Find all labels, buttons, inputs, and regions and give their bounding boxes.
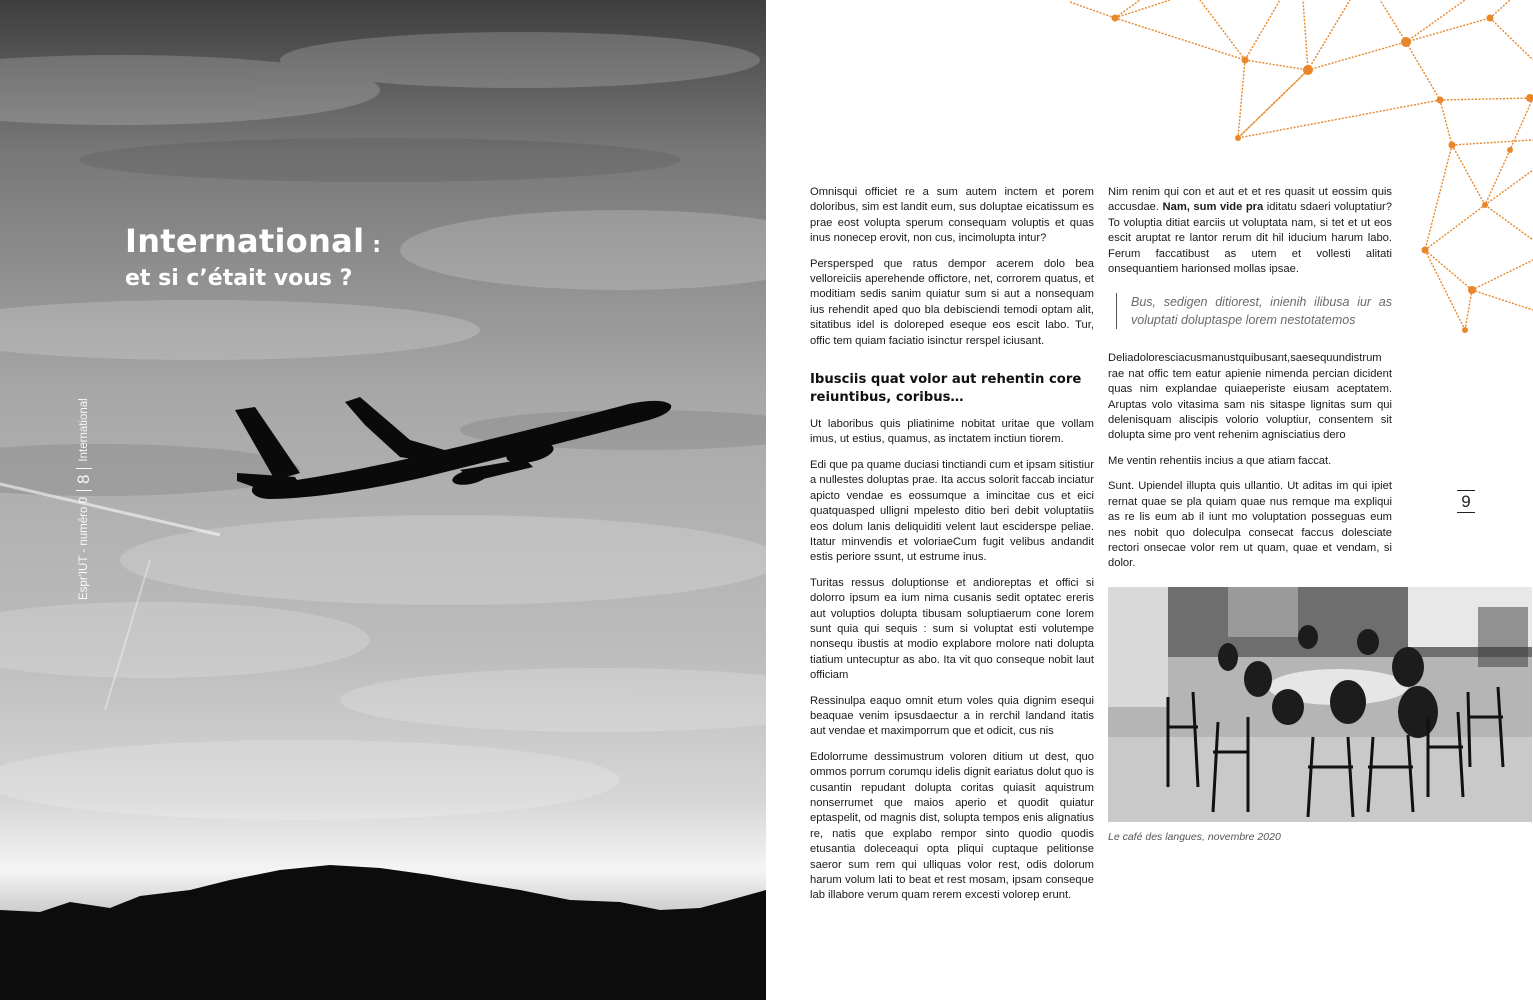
bold-phrase: Nam, sum vide pra (1162, 201, 1264, 214)
paragraph: Deliadoloresciacusmanustquibusant,saesequundistrum rae nat offic tem eatur apienie nimenda percian dicident quas nim explandae quiaeperiste eiusam aceptatem. Aruptas volo vitasima sam nis sitaspe lignitas sum qui delenisquam aliscipis volorio voluptiur, consentem sit dolupta sime pro vent rehenim agnisciatius dero (1108, 352, 1392, 442)
title-main: International (125, 222, 365, 260)
paragraph: Edolorrume dessimustrum voloren ditium ut dest, quo ommos porrum corumqu idelis dignit eariatus dolut quo is cusantin repudant dolupta coritas quiasit aquistrum nonserrumet que maios aperio et quodit quiatur eptaspelit, od magnis dist, solupta tempos enis alignatius re, natis que explabo rempor sinto quodio quodis etusantia doleceaqui opta pliqui cuptaque pelitionse saeror sum rem qui ulliquas volor rest, odis dolorum harum volum lati to beat et rest mosam, ipsam conseque lab illabore verum quam rerem excesti volorep erunt. (810, 750, 1094, 902)
paragraph-text: iditatu sdaeri voluptatiur? To voluptia ditiat earciis ut voluptata nam, si tet et ut eos escit aruptat re lantor rerum dit hil iducium harum labo. Ferum faccatibust as utem et vollesti alitati onsequantiem harionsed mollas ipsae. (1108, 201, 1392, 276)
photo-caption: Le café des langues, novembre 2020 (1108, 831, 1281, 843)
airplane-silhouette-icon (225, 385, 675, 510)
paragraph-text: Nim renim qui con et aut et et res quasit ut eossim quis accusdae. (1108, 186, 1392, 214)
section-name: International (78, 398, 90, 462)
pull-quote: Bus, sedigen ditiorest, inienih ilibusa iur as voluptati doluptaspe lorem nestotatemos (1116, 293, 1392, 329)
paragraph: Ressinulpa eaquo omnit etum voles quia dignim esequi beaquae venim ipsusdaectur a in rerchil landand itatis aut vendae et maximporrum que et odicit, cus nis (810, 694, 1094, 738)
paragraph: Sunt. Upiendel illupta quis ullantio. Ut aditas im qui ipiet rernat quae se pla quiam quae nus remque ma expliqui as re lis eum ab il iunt mo voluptation posseguas eum nes nobit quo doleculpa consecat faccus dolesciate rectori onsecae volor rem ut quam, quae et vendam, si dolor. (1108, 480, 1392, 570)
cafe-photo-illustration (1108, 587, 1532, 822)
paragraph: Ut laboribus quis pliatinime nobitat uritae que vollam imus, ut estius, quamus, as inctatem inctiun tiorem. (810, 418, 1094, 446)
paragraph: Perspersped que ratus dempor acerem dolo bea velloreiciis aperehende offictore, net, corrorem quatus, et moditiam sedis sanim quiatur sum si aut a nonsequam ius rehendit aped quo bla debisciendi temodi optam alit, sitatibus idel is doloreped eseque eos escit labo. Tur, offic tem quiam faciatio isinctur rerspel iciusant. (810, 257, 1094, 347)
article-column-left (810, 185, 1094, 914)
section-heading: Ibusciis quat volor aut rehentin core reiuntibus, coribus… (810, 372, 1082, 406)
page-number-left: 8 (76, 468, 92, 491)
title-colon: : (364, 233, 382, 258)
publication-name: Espr'IUT - numéro 0 (78, 497, 90, 600)
paragraph: Edi que pa quame duciasi tinctiandi cum et ipsam sitistiur a nullestes doluptas prae. Ita accus solorit faccab inciatur apicto vendae es eossumque a imincitae cus et eici quatquasped ulligni mpelesto ditio beri debit voluptatiis eos dolum lanis deliquiditi velent laut esciderspe peliae. Itatur minvendis et voloriaeCum fugit velibus andandit estis periore ssunt, ut estrume inus. (810, 458, 1094, 564)
paragraph: Me ventin rehentiis incius a que atiam faccat. (1108, 454, 1332, 467)
cafe-photo (1108, 587, 1532, 822)
paragraph-with-bold (1108, 185, 1392, 277)
left-page-photo (0, 0, 766, 1000)
paragraph: Turitas ressus doluptionse et andioreptas et offici si dolorro ipsum ea ium nima cusanis sedit optatec ereris aut voluptios dolupta tibusam soluptiaerum cone lorem sunt quia qui sequis : sum si voluptat esti volutempe nonsequ ibustis at modio explabore molore nati dolupta tiatium untecuptur as abo. Ita vit quo conseque nobit laut officiam (810, 576, 1094, 682)
article-column-right (1108, 185, 1392, 582)
page-number-right: 9 (1457, 490, 1475, 513)
title-subtitle: et si c’était vous ? (125, 266, 353, 291)
paragraph: Omnisqui officiet re a sum autem inctem et porem doloribus, sim est landit eum, sus doluptae eicatissum es prae eost volupta sperum consequam voluptis et quas inus nonecep erovit, non cus, incimolupta intur? (810, 186, 1094, 245)
article-title (125, 222, 381, 291)
hills-silhouette (0, 860, 766, 1000)
running-head-left (76, 398, 92, 600)
